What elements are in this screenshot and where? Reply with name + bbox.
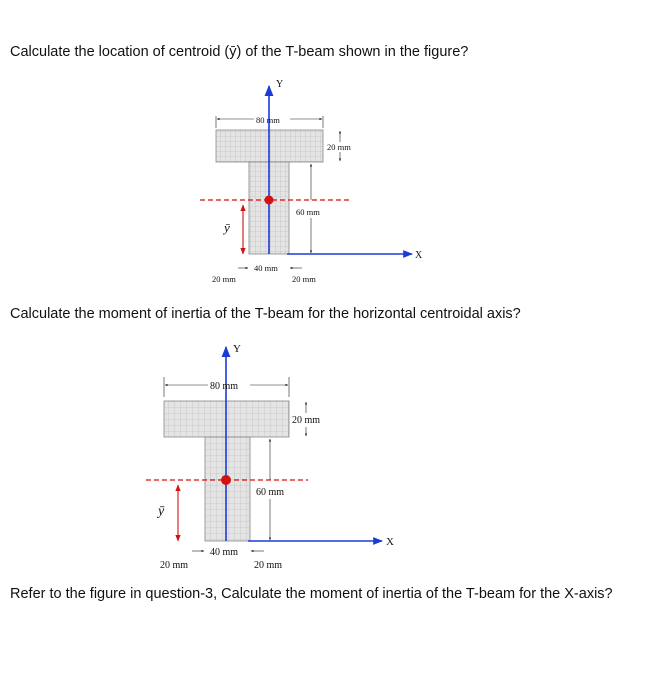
centroid-dot: [221, 475, 231, 485]
question-1-text: Calculate the location of centroid (ȳ) of the T-beam shown in the figure?: [10, 44, 469, 60]
flange-width-label: 80 mm: [210, 381, 239, 392]
right-offset-label: 20 mm: [254, 560, 283, 571]
ybar-symbol: ȳ: [224, 220, 230, 235]
question-2-text: Calculate the moment of inertia of the T-beam for the horizontal centroidal axis?: [10, 306, 521, 322]
web-height-label: 60 mm: [296, 207, 320, 217]
centroid-dot: [265, 196, 274, 205]
right-offset-label: 20 mm: [292, 274, 316, 284]
web: [205, 437, 250, 541]
question-3-text: Refer to the figure in question-3, Calculate the moment of inertia of the T-beam for the X-axis?: [10, 586, 613, 602]
web-width-label: 40 mm: [254, 263, 278, 273]
t-beam-figure-1: [190, 76, 440, 296]
x-axis-label: X: [415, 250, 423, 261]
t-beam-diagram-2: [138, 335, 418, 575]
web-width-label: 40 mm: [210, 547, 239, 558]
left-offset-label: 20 mm: [160, 560, 189, 571]
t-beam-figure-2: [138, 335, 418, 580]
flange-width-label: 80 mm: [256, 115, 280, 125]
y-axis-label: Y: [233, 343, 241, 355]
ybar-symbol: ȳ: [158, 504, 165, 519]
flange-thickness-label: 20 mm: [327, 142, 351, 152]
left-offset-label: 20 mm: [212, 274, 236, 284]
web-height-label: 60 mm: [256, 487, 285, 498]
t-beam-diagram-1: [190, 76, 440, 291]
y-axis-label: Y: [276, 79, 284, 90]
x-axis-label: X: [386, 536, 394, 548]
flange-thickness-label: 20 mm: [292, 415, 321, 426]
